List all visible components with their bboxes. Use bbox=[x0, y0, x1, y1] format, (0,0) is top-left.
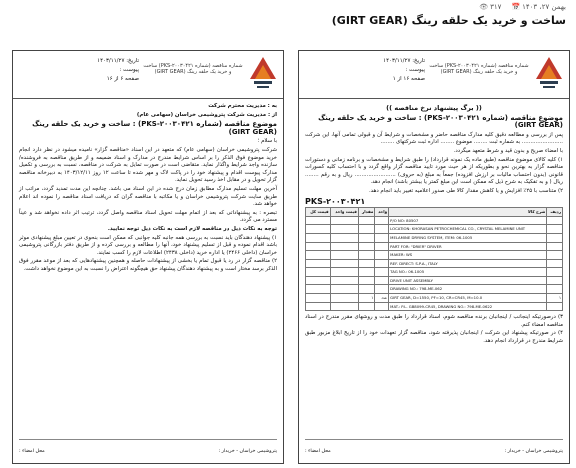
table-cell bbox=[330, 242, 358, 251]
table-cell: ۱ bbox=[358, 294, 374, 303]
table-cell bbox=[306, 225, 331, 234]
table-cell bbox=[547, 285, 563, 294]
views-count: ۳۱۷ bbox=[490, 3, 502, 11]
paragraph-6: ۲) مناقصه گزار در رد یا قبول تمام یا بخشی از پیشنهادات حاصله و همچنین پیشنهادهایی که بعد از موعد مقرر فوق الذکر برسد مختار است و به پیشنهاد دهندگان پیشنهاد حق هیچگونه اعتراض را نسبت به این موضوع نخواهد داشت. bbox=[19, 258, 277, 272]
table-cell: عدد bbox=[375, 294, 389, 303]
table-cell bbox=[306, 294, 331, 303]
table-header-cell: ردیف bbox=[547, 208, 563, 217]
signature-area bbox=[305, 439, 563, 461]
table-row bbox=[306, 285, 563, 294]
table-cell bbox=[358, 233, 374, 242]
table-cell: MELAMINE DRYING SYSTEM, ITEM: 06-1005 bbox=[389, 233, 547, 242]
page-number: صفحه ۱۶ از ۱ bbox=[392, 76, 425, 82]
table-cell: DRIVE UNIT ASSEMBLY bbox=[389, 276, 547, 285]
date-field: تاریخ: ۱۴۰۳/۱۱/۲۷ bbox=[383, 58, 425, 64]
sender-line: از : مدیریت شرکت پتروشیمی خراسان (سهامی عام) bbox=[136, 111, 277, 118]
paragraph-5: ۳) درصورتیکه اینجانب / اینجانبان برنده مناقصه شوم، اسناد قرارداد را طبق مدت و روشهای مقرر مندرج در اسناد مناقصه امضاء کنم. bbox=[305, 314, 563, 328]
greeting: با سلام ؛ bbox=[257, 138, 277, 145]
page-title: ساخت و خرید یک حلقه رینگ (GIRT GEAR) bbox=[331, 14, 566, 27]
table-cell bbox=[330, 216, 358, 225]
paragraph-2: با امضاء صریح و بدون قید و شرط متعهد میگردد. bbox=[453, 147, 563, 154]
document-body bbox=[299, 99, 569, 351]
post-date: بهمن ۲۷، ۱۴۰۳ bbox=[522, 3, 566, 11]
table-cell: MAKER: WS bbox=[389, 251, 547, 260]
paragraph-3: تبصره : به پیشنهاداتی که بعد از اتمام مهلت تحویل اسناد مناقصه واصل گردد، ترتیب اثر داده نخواهد شد و عیناً مسترد می گردد. bbox=[19, 209, 277, 224]
eye-icon: 👁 bbox=[479, 3, 489, 11]
table-cell bbox=[547, 276, 563, 285]
table-cell: REF. DIRECT: S.P.A., ITALY bbox=[389, 259, 547, 268]
table-cell bbox=[547, 216, 563, 225]
paragraph-4: توجه به نکات ذیل در مناقصه لازم است به نکات ذیل توجه نمایید. bbox=[107, 225, 277, 232]
table-row bbox=[306, 259, 563, 268]
tender-subject: موضوع مناقصه (شماره ۲۰۰۳۰۴۲۱-PKS) : ساخت و خرید یک حلقه رینگ (GIRT GEAR) bbox=[318, 113, 563, 130]
table-cell bbox=[375, 251, 389, 260]
tender-subject: موضوع مناقصه (شماره ۲۰۰۳۰۴۲۱-PKS) : ساخت و خرید یک حلقه رینگ (GIRT GEAR) bbox=[32, 120, 277, 136]
table-cell bbox=[358, 225, 374, 234]
paragraph-1: شرکت پتروشیمی خراسان (سهامی عام) که متعهد در این اسناد «مناقصه گزار» نامیده میشود در نظر دارد انجام خرید موضوع فوق الذکر را بر اساس شرایط مندرج در مدارک و اسناد ضمیمه و از طریق مناقصه به فروشنده/سازنده واجد شرایط واگذار نماید. متقاضی است در صورت تمایل به شرکت در مناقصه، نسبت به بررسی و تکمیل مدارک پیوست اقدام و پیشنهاد خود را در پاکت لاک و مهر شده تا ساعت ۱۲ روز ۱۴۰۳/۱۲/۱۱ به دبیرخانه مناقصه گزار تحویل و در مقابل اخذ رسید تحویل نماید. bbox=[19, 146, 277, 184]
date-meta bbox=[511, 3, 566, 11]
table-cell bbox=[547, 268, 563, 277]
table-cell: PART FOR: "DRIER" DRIVER bbox=[389, 242, 547, 251]
table-cell bbox=[330, 225, 358, 234]
table-cell bbox=[358, 285, 374, 294]
company-logo-icon bbox=[248, 55, 278, 95]
table-header-cell: قیمت کل bbox=[306, 208, 331, 217]
signature-stamp: پتروشیمی خراسان - خریدار : bbox=[504, 449, 563, 454]
table-row bbox=[306, 225, 563, 234]
table-cell bbox=[358, 268, 374, 277]
table-cell bbox=[306, 233, 331, 242]
attachment-field: پیوست : bbox=[405, 67, 425, 73]
tender-note: شماره مناقصه (شماره ۲۰۰۳۰۴۲۱-PKS) ساخت و خرید یک حلقه رینگ (GIRT GEAR) bbox=[429, 63, 529, 75]
table-cell bbox=[330, 251, 358, 260]
document-page-invitation bbox=[12, 50, 284, 464]
table-header-cell: شرح کالا bbox=[389, 208, 547, 217]
table-cell bbox=[306, 285, 331, 294]
table-cell bbox=[330, 268, 358, 277]
table-cell: ۱ bbox=[547, 294, 563, 303]
table-header-cell: واحد bbox=[375, 208, 389, 217]
header-fields bbox=[305, 57, 425, 84]
views-meta bbox=[479, 3, 501, 11]
table-cell: GIRT GEAR, D=1550, PF=10, CR=CR45, M=10.0 bbox=[389, 294, 547, 303]
paragraph-2: آخرین مهلت تسلیم مدارک مطابق زمان درج شده در این اسناد می باشد. چنانچه این مدت تمدید گردد، مراتب از طریق سایت شرکت پتروشیمی خراسان و یا مکاتبه با مناقصه گران که دریافت اسناد مناقصه را نموده اند اعلام خواهد شد. bbox=[19, 185, 277, 208]
table-row bbox=[306, 276, 563, 285]
table-cell bbox=[358, 259, 374, 268]
table-cell: LOCATION: KHORASAN PETROCHEMICAL CO., CRYSTAL MELAMINE UNIT bbox=[389, 225, 547, 234]
tender-note: شماره مناقصه (شماره ۲۰۰۳۰۴۲۱-PKS) ساخت و خرید یک حلقه رینگ (GIRT GEAR) bbox=[143, 63, 243, 75]
document-page-price-form bbox=[298, 50, 570, 464]
page-number: صفحه ۶ از ۱۶ bbox=[106, 76, 139, 82]
table-cell bbox=[547, 225, 563, 234]
calendar-icon: 📅 bbox=[511, 3, 521, 11]
table-cell bbox=[306, 251, 331, 260]
paragraph-4: ۲) متناسب با ۲۵٪ افزایش و یا کاهش مقدار کالا طی صدور اعلامیه تغییر باید انجام دهد. bbox=[368, 187, 563, 194]
table-cell bbox=[306, 259, 331, 268]
table-cell bbox=[547, 251, 563, 260]
table-row bbox=[306, 268, 563, 277]
document-body bbox=[13, 99, 283, 278]
table-row bbox=[306, 242, 563, 251]
table-cell bbox=[375, 225, 389, 234]
table-cell: TAG NO.: 06-1005 bbox=[389, 268, 547, 277]
recipient-line: به : مدیریت محترم شرکت bbox=[208, 103, 277, 109]
table-row bbox=[306, 216, 563, 225]
table-row bbox=[306, 294, 563, 303]
items-table bbox=[305, 207, 563, 311]
table-row bbox=[306, 251, 563, 260]
table-cell bbox=[547, 242, 563, 251]
document-header bbox=[13, 51, 283, 99]
table-cell bbox=[358, 216, 374, 225]
table-cell bbox=[375, 242, 389, 251]
table-cell bbox=[358, 242, 374, 251]
table-row bbox=[306, 233, 563, 242]
table-cell bbox=[330, 294, 358, 303]
table-cell bbox=[306, 276, 331, 285]
date-field: تاریخ: ۱۴۰۳/۱۱/۲۷ bbox=[97, 58, 139, 64]
table-cell: DRAWING NO.: 798-ME-062 bbox=[389, 285, 547, 294]
company-logo-icon bbox=[534, 55, 564, 95]
table-cell bbox=[306, 216, 331, 225]
table-cell: MAT.: P.L. GB8099-CR45, DRAWING NO.: 798-ME-0622 bbox=[389, 302, 547, 311]
table-cell bbox=[375, 276, 389, 285]
signature-place: محل امضاء : bbox=[19, 449, 45, 454]
table-cell bbox=[358, 276, 374, 285]
table-cell bbox=[375, 285, 389, 294]
table-cell bbox=[547, 233, 563, 242]
table-header-cell: مقدار bbox=[358, 208, 374, 217]
table-cell bbox=[358, 302, 374, 311]
table-cell bbox=[330, 259, 358, 268]
paragraph-5: ۱) پیشنهاد دهندگان باید نسبت به بررسی همه جانبه کلیه جوانبی که ممکن است بنحوی در تعیین مبلغ پیشنهادی موثر باشد اقدام نموده و قبل از تسلیم پیشنهاد خود، آنها را مطالعه و بررسی کرده و از طریق دفتر بازرگانی پتروشیمی خراسان (داخلی ۲۴۶۶) یا اداره خرید (داخلی ۲۴۳۸) اطلاعات لازم را کسب نمایند. bbox=[19, 234, 277, 256]
tender-code: PKS-۲۰۰۳۰۴۲۱ bbox=[305, 196, 366, 206]
signature-area bbox=[19, 439, 277, 461]
paragraph-6: ۴) در صورتیکه پیشنهاد این شرکت / اینجانبان پذیرفته شود، مناقصه گزار تعهدات خود را از تاریخ ابلاغ مزبور طبق شرایط مندرج در قرارداد انجام دهد. bbox=[305, 330, 563, 345]
table-cell bbox=[375, 302, 389, 311]
table-cell bbox=[330, 285, 358, 294]
document-header bbox=[299, 51, 569, 99]
signature-place: محل امضاء : bbox=[305, 449, 331, 454]
attachment-field: پیوست : bbox=[119, 67, 139, 73]
paragraph-1: پس از بررسی و مطالعه دقیق کلیه مدارک مناقصه حاضر و مشخصات و شرایط آن و قبولی تمامی آنها، این شرکت ........................ به شماره ثبت ........ موضوع ........ اداره ثبت شرکتهای ........ bbox=[305, 131, 563, 146]
table-cell bbox=[547, 302, 563, 311]
table-cell bbox=[306, 302, 331, 311]
post-meta-bar bbox=[0, 0, 576, 14]
form-heading: (( برگ پیشنهاد نرخ مناقصه )) bbox=[386, 104, 482, 112]
table-cell bbox=[375, 268, 389, 277]
signature-stamp: پتروشیمی خراسان - خریدار : bbox=[218, 449, 277, 454]
table-header-cell: قیمت واحد bbox=[330, 208, 358, 217]
table-cell bbox=[375, 216, 389, 225]
table-header-row bbox=[306, 208, 563, 217]
table-cell bbox=[375, 259, 389, 268]
table-cell: P/O NO: 80507 bbox=[389, 216, 547, 225]
table-cell bbox=[306, 268, 331, 277]
table-cell bbox=[547, 259, 563, 268]
table-cell bbox=[330, 233, 358, 242]
table-cell bbox=[330, 302, 358, 311]
table-cell bbox=[375, 233, 389, 242]
table-cell bbox=[306, 242, 331, 251]
table-cell bbox=[358, 251, 374, 260]
header-fields bbox=[19, 57, 139, 84]
paragraph-3: ۱) کلیه کالای موضوع مناقصه (طبق ماده یک نمونه قرارداد) را طبق شرایط و مشخصات و برنامه زمانی و دستورات مناقصه گزار به بهترین نحو و بطوریکه از هر حیث مورد تایید مناقصه گزار واقع گردد و با احتساب کلیه کسورات قانونی (بدون احتساب مالیات بر ارزش افزوده) جمعاً به مبلغ (به حروف) ........................ ریال و به رقم ........ ریال ( و به تفکیک به شرح ذیل که ممکن است این مبلغ کمتر یا بیشتر باشد) انجام دهد. bbox=[305, 156, 563, 186]
table-body bbox=[306, 216, 563, 311]
table-cell bbox=[330, 276, 358, 285]
table-row bbox=[306, 302, 563, 311]
